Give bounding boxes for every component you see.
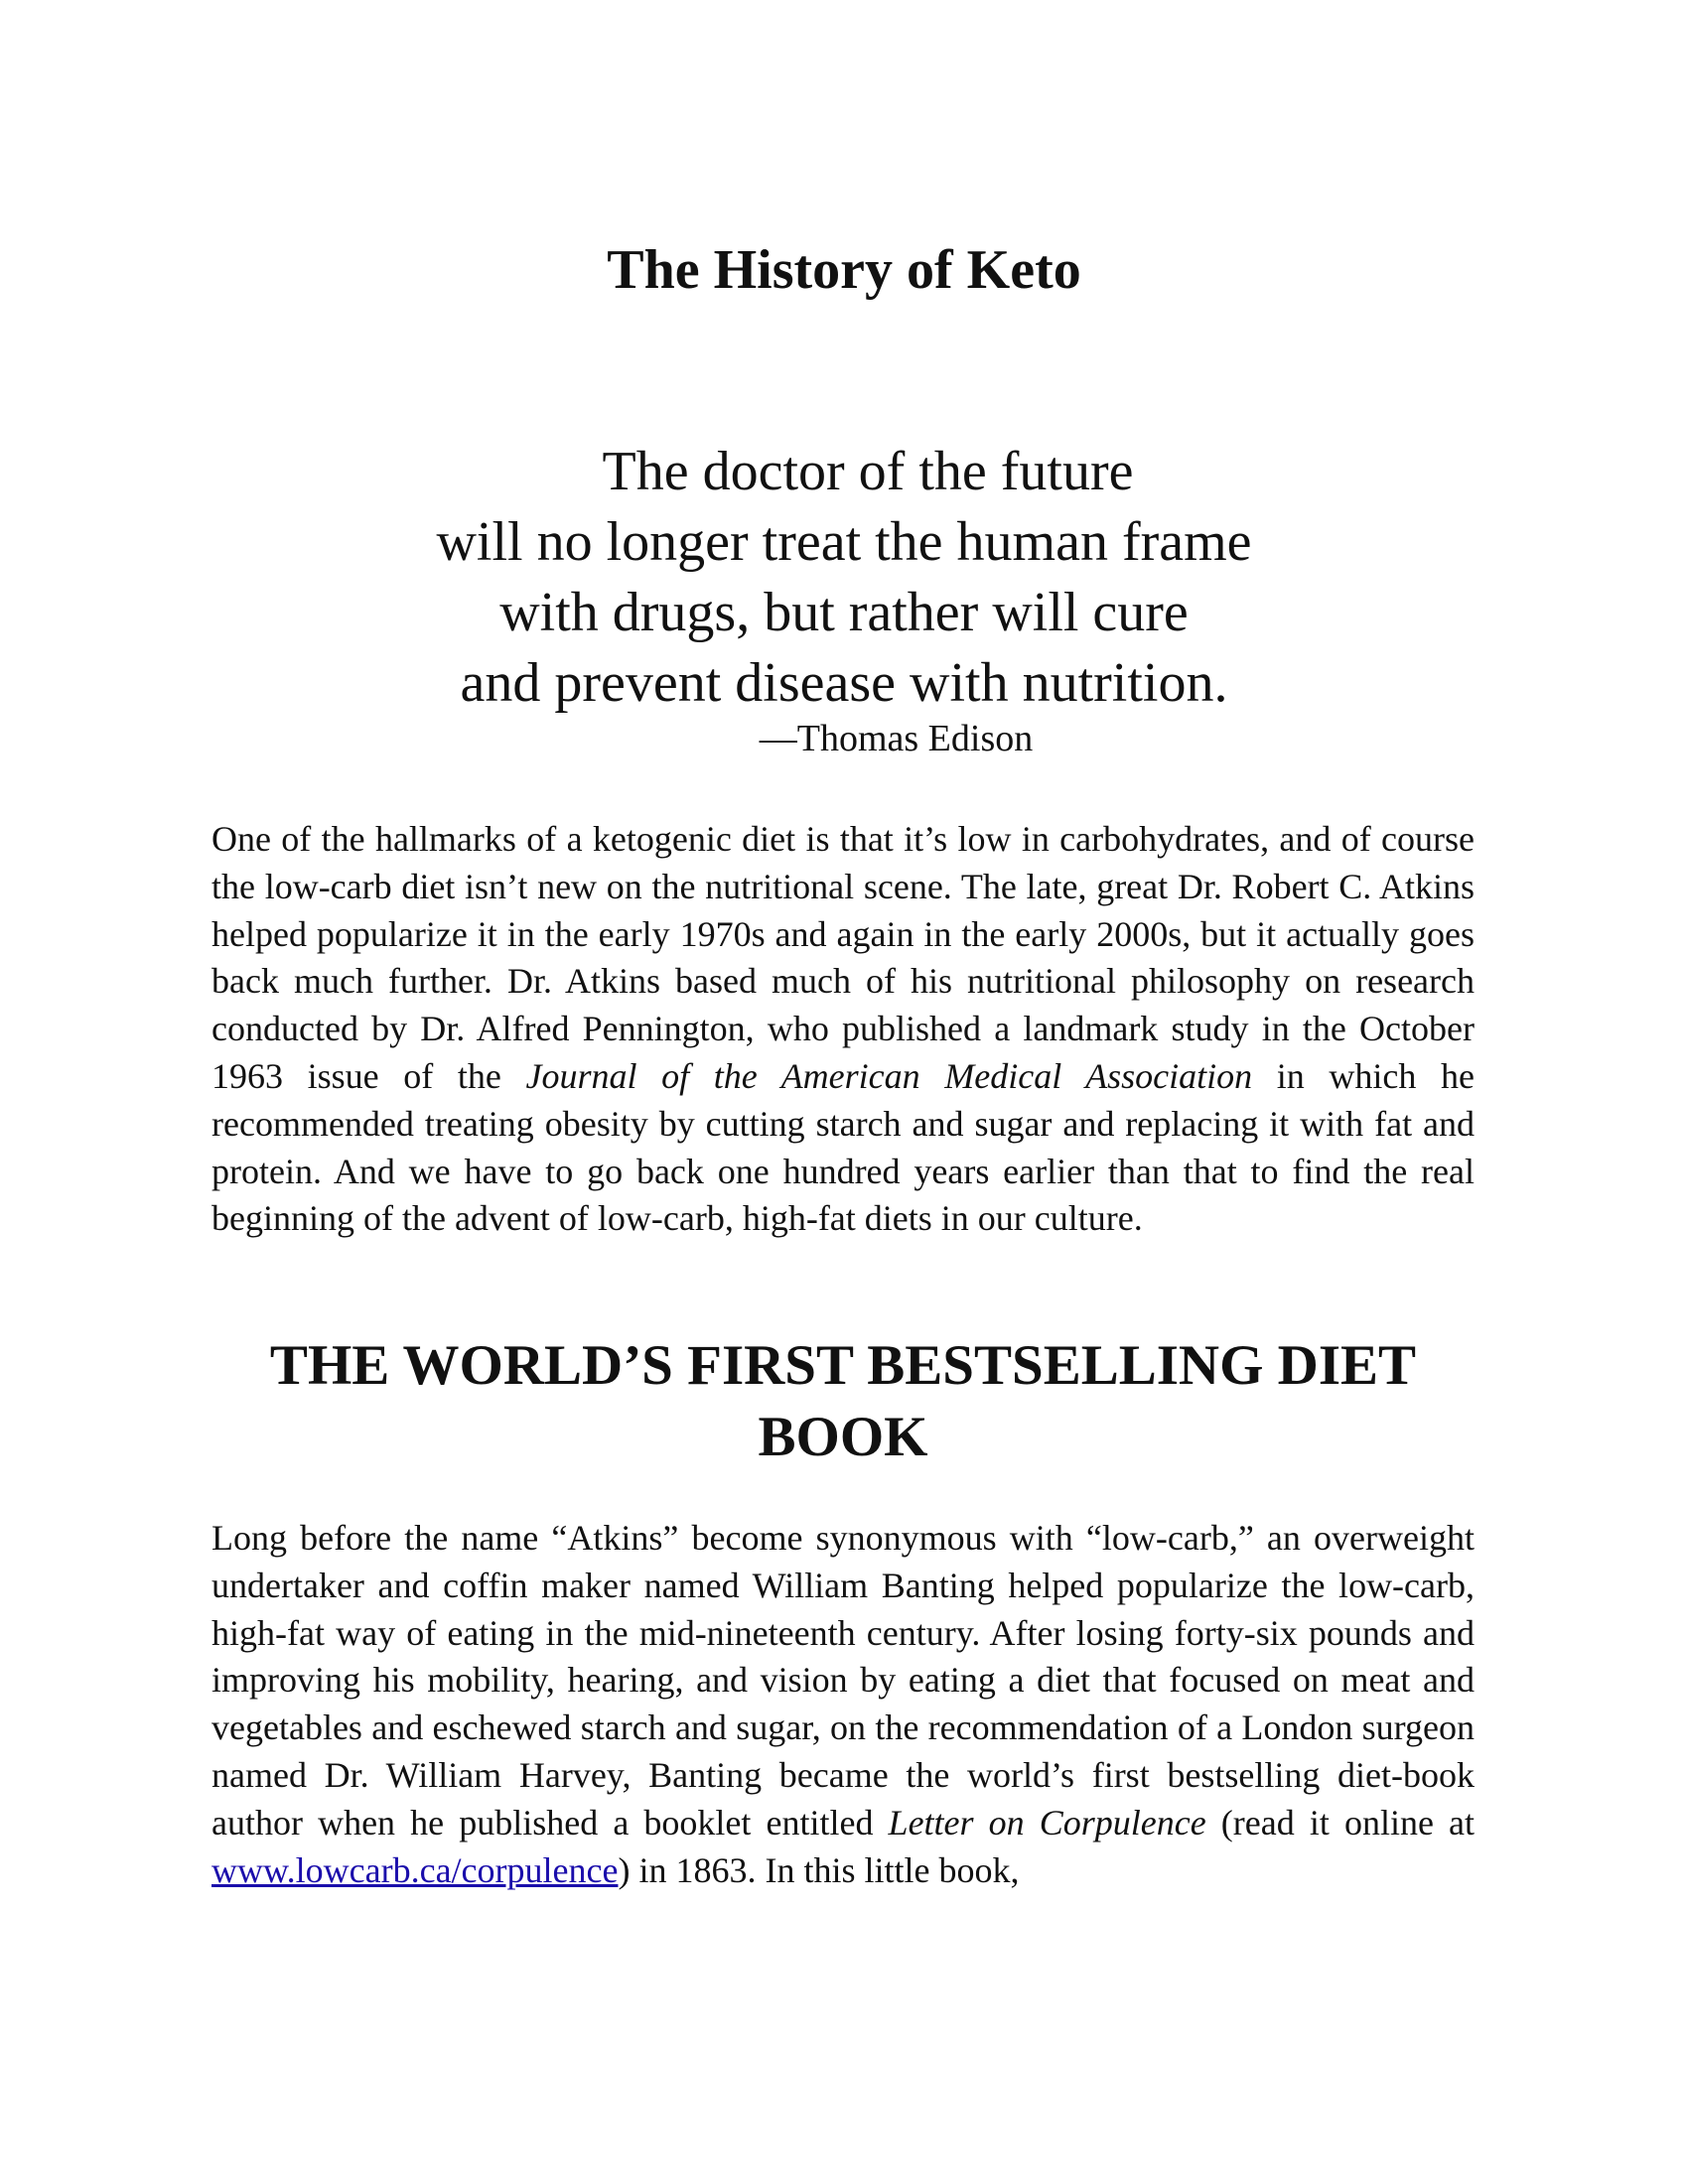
book-title: Letter on Corpulence <box>888 1802 1206 1843</box>
paragraph-text: (read it online at <box>1205 1802 1476 1843</box>
epigraph <box>0 437 1688 762</box>
epigraph-line: and prevent disease with nutrition. <box>460 652 1228 714</box>
section-heading: THE WORLD’S FIRST BESTSELLING DIET BOOK <box>269 1334 1417 1468</box>
paragraph-text: in which he recommended treating obesity by cutting starch and sugar and replacing it with fat and protein. And we have to go back one hundred years earlier than that to find the real beginning of the advent of low-carb, high-fat diets in our culture. <box>211 1055 1476 1239</box>
epigraph-line: with drugs, but rather will cure <box>499 582 1189 643</box>
body-paragraph <box>211 1515 1475 1894</box>
epigraph-line: will no longer treat the human frame <box>436 511 1252 573</box>
journal-title: Journal of the American Medical Association <box>525 1055 1253 1096</box>
paragraph-text: Long before the name “Atkins” become synonymous with “low-carb,” an overweight undertaker and coffin maker named William Banting helped popularize the low-carb, high-fat way of eating in the mid-nineteenth century. After losing forty-six pounds and improving his mobility, hearing, and vision by eating a diet that focused on meat and vegetables and eschewed starch and sugar, on the recommendation of a London surgeon named Dr. William Harvey, Banting became the world’s first bestselling diet-book author when he published a booklet entitled <box>211 1518 1475 1843</box>
corpulence-link[interactable]: www.lowcarb.ca/corpulence <box>211 1849 619 1890</box>
chapter-title: The History of Keto <box>607 239 1081 301</box>
body-paragraph <box>211 816 1475 1243</box>
paragraph-text: One of the hallmarks of a ketogenic diet is that it’s low in carbohydrates, and of course the low-carb diet isn’t new on the nutritional scene. The late, great Dr. Robert C. Atkins helped popularize it in the early 1970s and again in the early 2000s, but it actually goes back much further. Dr. Atkins based much of his nutritional philosophy on research conducted by Dr. Alfred Pennington, who published a landmark study in the October 1963 issue of the <box>211 819 1475 1096</box>
epigraph-attribution: —Thomas Edison <box>759 718 1034 759</box>
paragraph-text: ) in 1863. In this little book, <box>618 1849 1020 1890</box>
epigraph-line: The doctor of the future <box>602 441 1134 502</box>
